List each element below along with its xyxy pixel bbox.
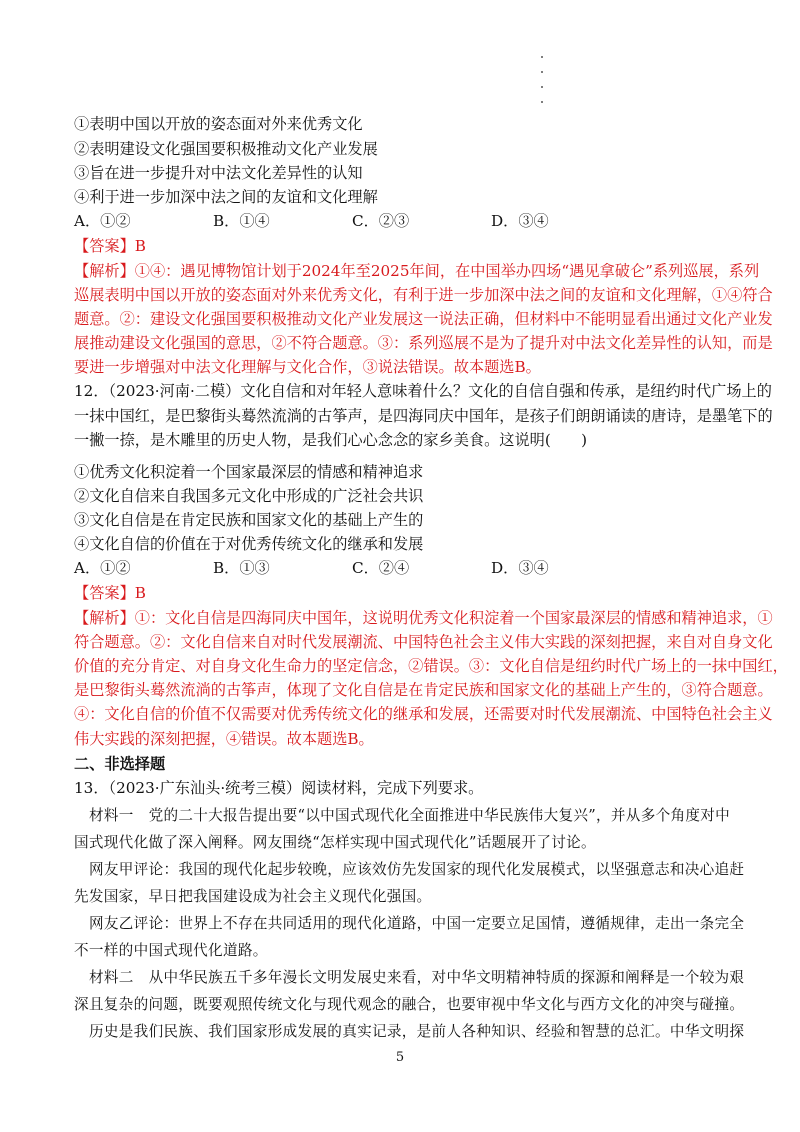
q13-material-line: 网友甲评论：我国的现代化起步较晚，应该效仿先发国家的现代化发展模式，以坚强意志和决心追赶 <box>89 861 745 878</box>
q12-item-3: ③文化自信是在肯定民族和国家文化的基础上产生的 <box>74 511 424 529</box>
q13-material-line: 材料一 党的二十大报告提出要“以中国式现代化全面推进中华民族伟大复兴”，并从多个角度对中 <box>89 807 731 824</box>
q12-option-c: C．②④ <box>352 559 410 577</box>
q11-analysis-line: 【解析】①④：遇见博物馆计划于2024年至2025年间，在中国举办四场“遇见拿破仑”系列巡展，系列 <box>74 262 760 280</box>
q11-option-b: B．①④ <box>213 212 270 230</box>
q12-stem-line: 12．（2023·河南·二模）文化自信和对年轻人意味着什么？文化的自信自强和传承，是纽约时代广场上的 <box>74 382 772 400</box>
page-number: 5 <box>395 1050 405 1065</box>
q13-material-line: 材料二 从中华民族五千多年漫长文明发展史来看，对中华文明精神特质的探源和阐释是一个较为艰 <box>89 969 745 986</box>
q12-item-1: ①优秀文化积淀着一个国家最深层的情感和精神追求 <box>74 463 424 481</box>
q12-option-d: D．③④ <box>491 559 549 577</box>
dot-mark <box>541 86 543 88</box>
q13-material-line: 国式现代化做了深入阐释。网友围绕“怎样实现中国式现代化”话题展开了讨论。 <box>74 834 596 851</box>
q12-stem-line: 一抹中国红，是巴黎街头蓦然流淌的古筝声，是四海同庆中国年，是孩子们朗朗诵读的唐诗，是墨笔下的 <box>74 407 773 425</box>
q12-option-a: A．①② <box>74 559 131 577</box>
q11-item-3: ③旨在进一步提升对中法文化差异性的认知 <box>74 164 363 182</box>
q13-material-line: 网友乙评论：世界上不存在共同适用的现代化道路，中国一定要立足国情，遵循规律，走出一条完全 <box>89 915 745 932</box>
q13-material-line: 深且复杂的问题，既要观照传统文化与现代观念的融合，也要审视中华文化与西方文化的冲突与碰撞。 <box>74 996 745 1013</box>
q12-stem-line: 一撇一捺，是木雕里的历史人物，是我们心心念念的家乡美食。这说明( ) <box>74 431 588 449</box>
q13-material-line: 先发国家，早日把我国建设成为社会主义现代化强国。 <box>74 888 432 905</box>
q12-item-4: ④文化自信的价值在于对优秀传统文化的继承和发展 <box>74 535 424 553</box>
q11-item-1: ①表明中国以开放的姿态面对外来优秀文化 <box>74 115 363 133</box>
dot-mark <box>541 56 543 58</box>
q12-analysis-line: 【解析】①：文化自信是四海同庆中国年，这说明优秀文化积淀着一个国家最深层的情感和精神追求，① <box>74 609 773 627</box>
q11-option-c: C．②③ <box>352 212 410 230</box>
section-title: 二、非选择题 <box>74 755 166 773</box>
q13-material-line: 不一样的中国式现代化道路。 <box>74 942 268 959</box>
q12-answer: 【答案】B <box>74 584 146 602</box>
q11-analysis-line: 巡展表明中国以开放的姿态面对外来优秀文化，有利于进一步加深中法之间的友谊和文化理解，①④符合 <box>74 286 773 304</box>
q12-analysis-line: ④：文化自信的价值不仅需要对优秀传统文化的继承和发展，还需要对时代发展潮流、中国特色社会主义 <box>74 705 773 723</box>
q11-answer: 【答案】B <box>74 237 146 255</box>
header-marks <box>541 56 547 116</box>
q11-analysis-line: 展推动建设文化强国的意思，②不符合题意。③：系列巡展不是为了提升对中法文化差异性的认知，而是 <box>74 334 773 352</box>
q12-analysis-line: 伟大实践的深刻把握，④错误。故本题选B。 <box>74 730 374 748</box>
q11-option-a: A．①② <box>74 212 131 230</box>
q11-option-d: D．③④ <box>491 212 549 230</box>
q13-stem: 13．（2023·广东汕头·统考三模）阅读材料，完成下列要求。 <box>74 779 484 797</box>
q11-analysis-line: 要进一步增强对中法文化理解与文化合作，③说法错误。故本题选B。 <box>74 358 541 376</box>
q12-option-b: B．①③ <box>213 559 270 577</box>
q11-item-2: ②表明建设文化强国要积极推动文化产业发展 <box>74 140 378 158</box>
q11-analysis-line: 题意。②：建设文化强国要积极推动文化产业发展这一说法正确，但材料中不能明显看出通过文化产业发 <box>74 310 773 328</box>
dot-mark <box>541 71 543 73</box>
q12-analysis-line: 价值的充分肯定、对自身文化生命力的坚定信念，②错误。③：文化自信是纽约时代广场上的一抹中国红， <box>74 657 788 675</box>
q13-material-line: 历史是我们民族、我们国家形成发展的真实记录，是前人各种知识、经验和智慧的总汇。中华文明探 <box>89 1023 745 1040</box>
q12-analysis-line: 是巴黎街头蓦然流淌的古筝声，体现了文化自信是在肯定民族和国家文化的基础上产生的，③符合题意。 <box>74 681 773 699</box>
q12-analysis-line: 符合题意。②：文化自信来自对时代发展潮流、中国特色社会主义伟大实践的深刻把握，来自对自身文化 <box>74 633 773 651</box>
q12-item-2: ②文化自信来自我国多元文化中形成的广泛社会共识 <box>74 487 424 505</box>
q11-item-4: ④利于进一步加深中法之间的友谊和文化理解 <box>74 188 378 206</box>
dot-mark <box>541 101 543 103</box>
